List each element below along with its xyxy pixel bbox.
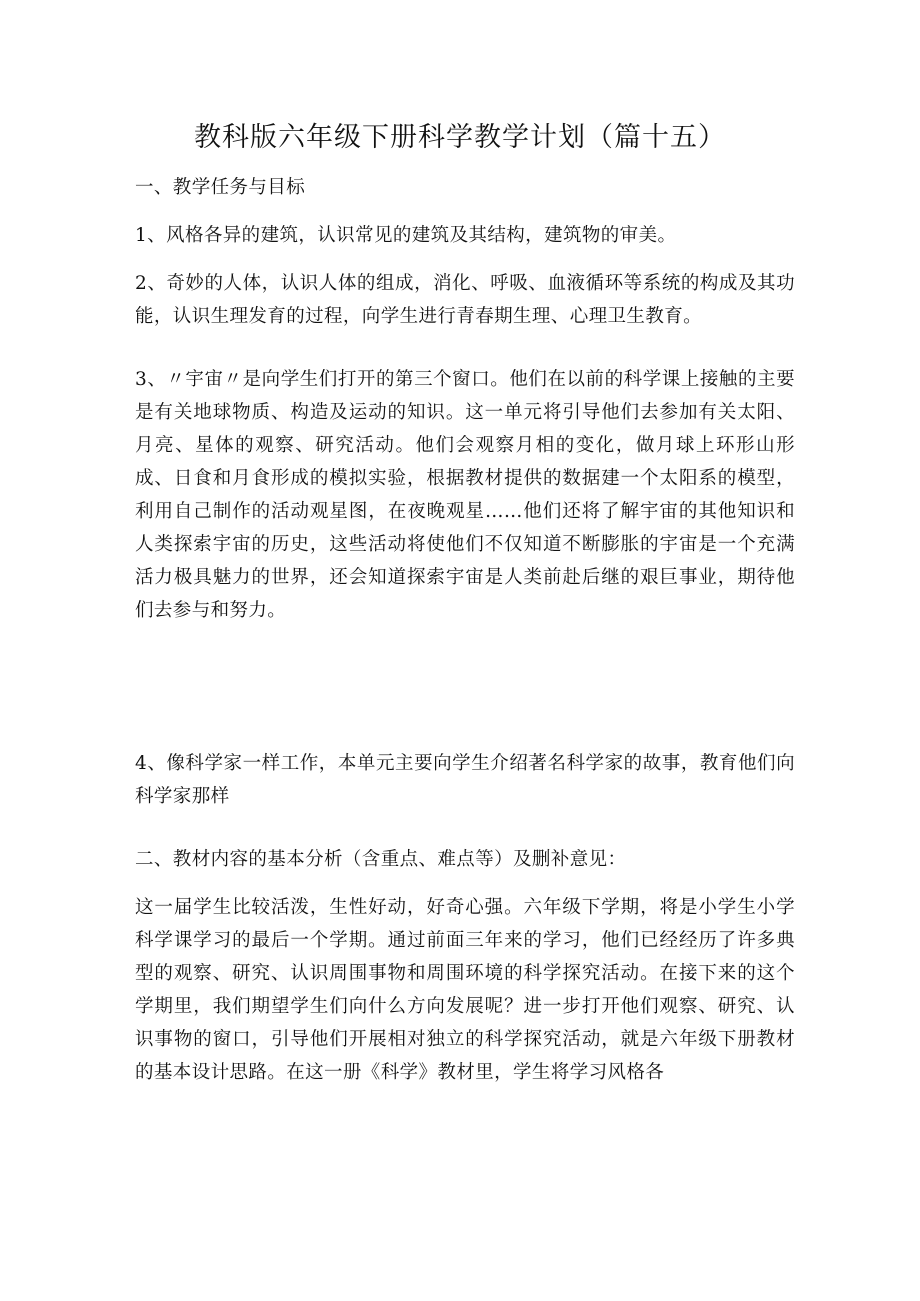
section-1-item-2: 2、奇妙的人体，认识人体的组成，消化、呼吸、血液循环等系统的构成及其功能，认识生理发育的过程，向学生进行青春期生理、心理卫生教育。 bbox=[135, 273, 795, 327]
section-2-paragraph: 这一届学生比较活泼，生性好动，好奇心强。六年级下学期，将是小学生小学科学课学习的最后一个学期。通过前面三年来的学习，他们已经经历了许多典型的观察、研究、认识周围事物和周围环境的科学探究活动。在接下来的这个学期里，我们期望学生们向什么方向发展呢？进一步打开他们观察、研究、认识事物的窗口，引导他们开展相对独立的科学探究活动，就是六年级下册教材的基本设计思路。在这一册《科学》教材里，学生将学习风格各 bbox=[135, 897, 795, 1083]
section-1-item-3: 3、〃宇宙〃是向学生们打开的第三个窗口。他们在以前的科学课上接触的主要是有关地球物质、构造及运动的知识。这一单元将引导他们去参加有关太阳、月亮、星体的观察、研究活动。他们会观察月相的变化，做月球上环形山形成、日食和月食形成的模拟实验，根据教材提供的数据建一个太阳系的模型，利用自己制作的活动观星图，在夜晚观星……他们还将了解宇宙的其他知识和人类探索宇宙的历史，这些活动将使他们不仅知道不断膨胀的宇宙是一个充满活力极具魅力的世界，还会知道探索宇宙是人类前赴后继的艰巨事业，期待他们去参与和努力。 bbox=[135, 369, 795, 621]
section-2-heading: 二、教材内容的基本分析（含重点、难点等）及删补意见： bbox=[135, 849, 627, 870]
section-1-heading: 一、教学任务与目标 bbox=[135, 177, 306, 198]
section-1-item-4: 4、像科学家一样工作，本单元主要向学生介绍著名科学家的故事，教育他们向科学家那样 bbox=[135, 753, 795, 807]
document-title: 教科版六年级下册科学教学计划（篇十五） bbox=[194, 122, 726, 153]
section-1-item-1: 1、风格各异的建筑，认识常见的建筑及其结构，建筑物的审美。 bbox=[135, 225, 677, 246]
